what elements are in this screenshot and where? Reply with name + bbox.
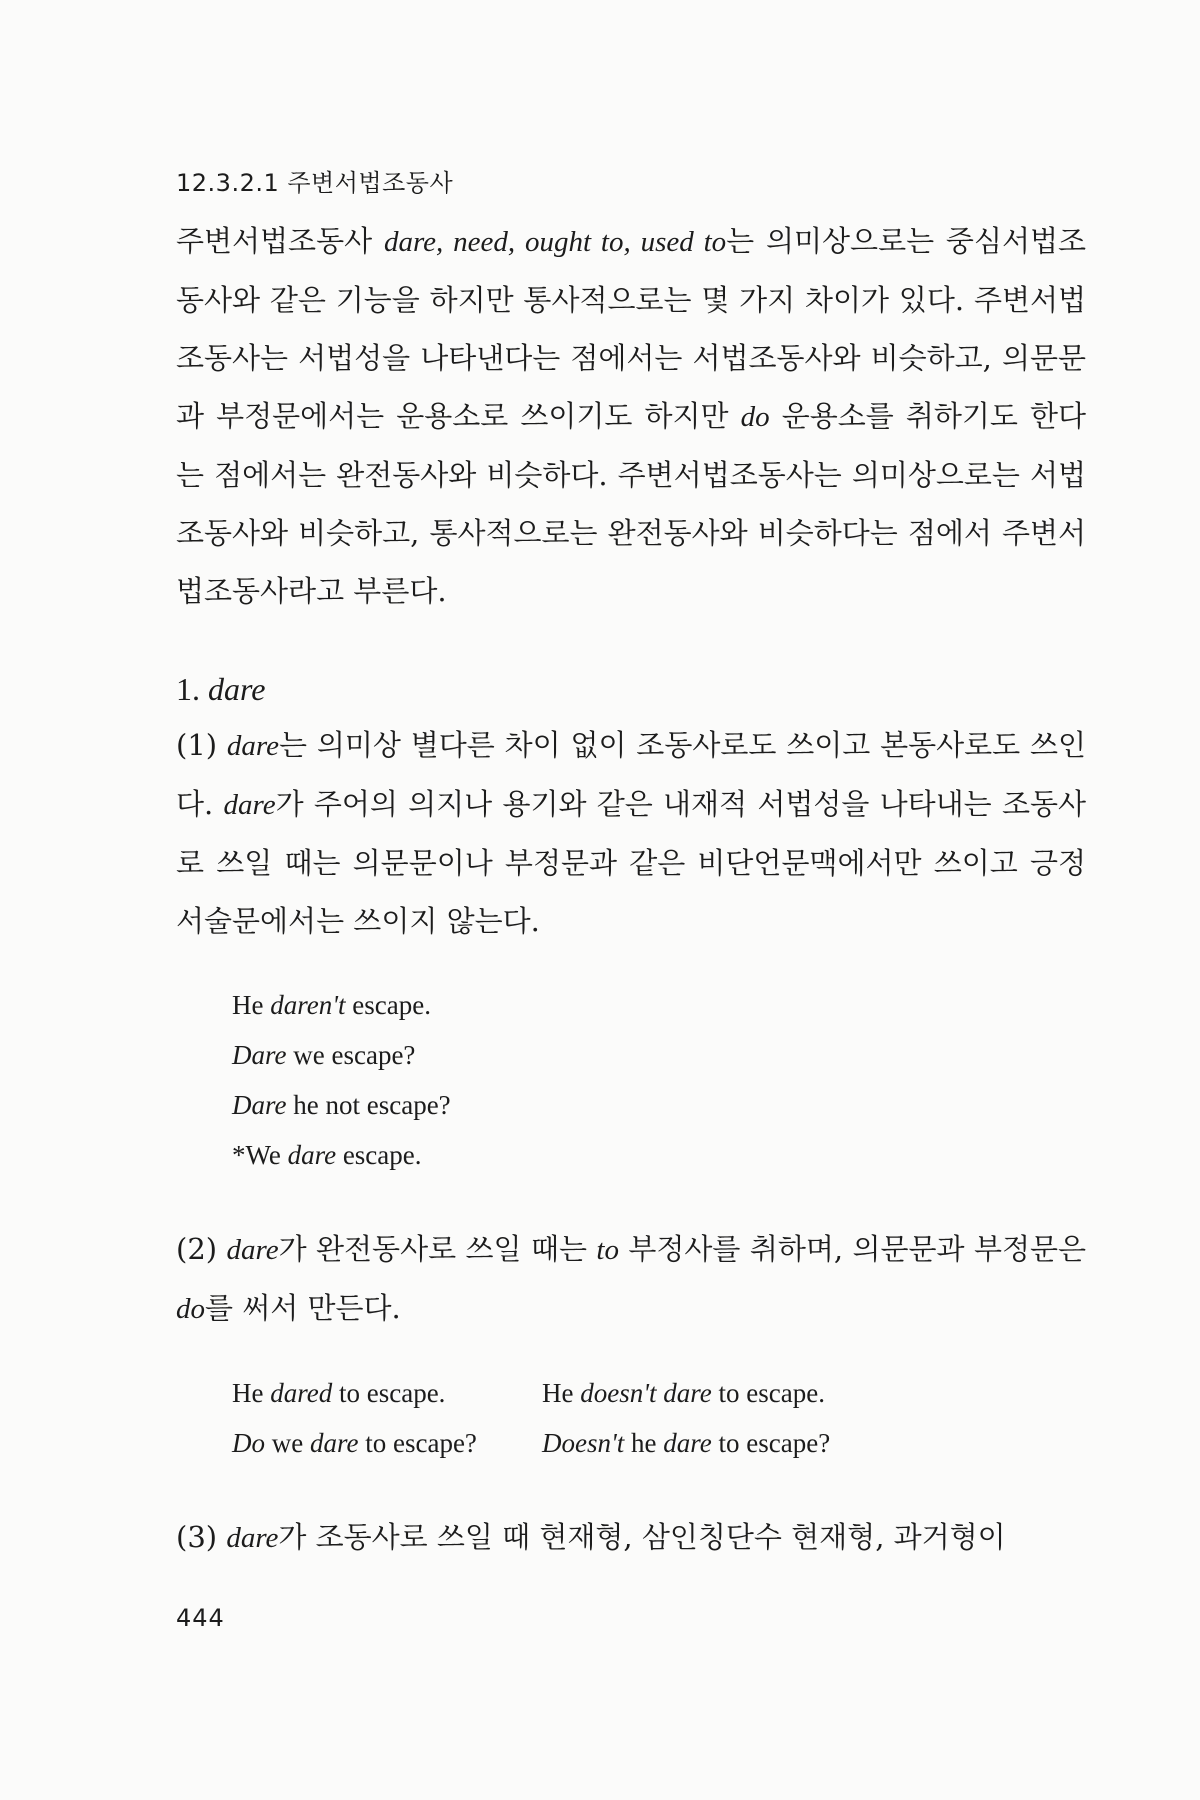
text-run: 가 주어의 의지나 용기와 같은 내재적 서법성을 나타내는 조동사로 쓰일 때는 의문문이나 부정문과 같은 비단언문맥에서만 쓰이고 긍정서술문에서는 쓰이지 않는다. [176,787,1086,938]
section-number: 12.3.2.1 [176,169,280,197]
subsection-heading-dare [176,664,1086,714]
text-run: 가 조동사로 쓰일 때 현재형, 삼인칭단수 현재형, 과거형이 [278,1520,1006,1554]
example-sentence: Do we dare to escape? [232,1428,477,1458]
italic-term: dare, need, ought to, used to [383,226,727,258]
example-sentence: Dare he not escape? [232,1090,451,1120]
example-sentence: He doesn't dare to escape. [542,1378,825,1408]
page-content [176,166,1086,1567]
section-heading [176,166,1086,200]
example-sentence: Dare we escape? [232,1040,416,1070]
examples-block-2 [232,1368,1086,1468]
text-run: 는 의미상으로는 중심서법조동사와 같은 기능을 하지만 통사적으로는 몇 가지 차이가 있다. 주변서법조동사는 서법성을 나타낸다는 점에서는 서법조동사와 비슷하고, 의문문과 부정문에서는 운용소로 쓰이기도 하지만 [176,224,1087,433]
text-run: 주변서법조동사 [176,224,384,258]
example-sentence: He dared to escape. [232,1378,446,1408]
text-run: 를 써서 만든다. [205,1291,401,1325]
italic-term: do [740,401,770,433]
example-row [232,1418,1086,1468]
text-run: 운용소를 취하기도 한다는 점에서는 완전동사와 비슷하다. 주변서법조동사는 의미상으로는 서법조동사와 비슷하고, 통사적으로는 완전동사와 비슷하다는 점에서 주변서법조동사라고 부른다. [176,399,1086,608]
italic-term: do [176,1293,205,1325]
italic-term: dare [223,789,276,821]
dare-point-2 [176,1220,1086,1338]
text-run: 부정사를 취하며, 의문문과 부정문은 [618,1232,1087,1266]
text-run: 는 의미상 별다른 차이 없이 조동사로도 쓰이고 본동사로도 쓰인다. [176,728,1086,821]
examples-block-1 [232,980,1086,1180]
dare-point-3 [176,1508,1086,1567]
example-sentence: *We dare escape. [232,1140,422,1170]
italic-term: dare [226,1234,279,1266]
text-run: 가 완전동사로 쓰일 때는 [278,1232,597,1266]
section-title: 주변서법조동사 [287,169,454,197]
italic-term: dare [226,1522,279,1554]
subsection-word: dare [208,671,266,707]
italic-term: to [596,1234,619,1266]
page-number: 444 [176,1604,225,1632]
example-row [232,1368,1086,1418]
dare-point-1 [176,716,1086,950]
intro-paragraph [176,212,1086,620]
italic-term: dare [226,730,280,762]
point-number: (1) [176,728,218,762]
subsection-number: 1. [176,671,200,707]
point-number: (3) [176,1520,218,1554]
example-sentence: He daren't escape. [232,990,431,1020]
point-number: (2) [176,1232,218,1266]
example-sentence: Doesn't he dare to escape? [542,1428,831,1458]
